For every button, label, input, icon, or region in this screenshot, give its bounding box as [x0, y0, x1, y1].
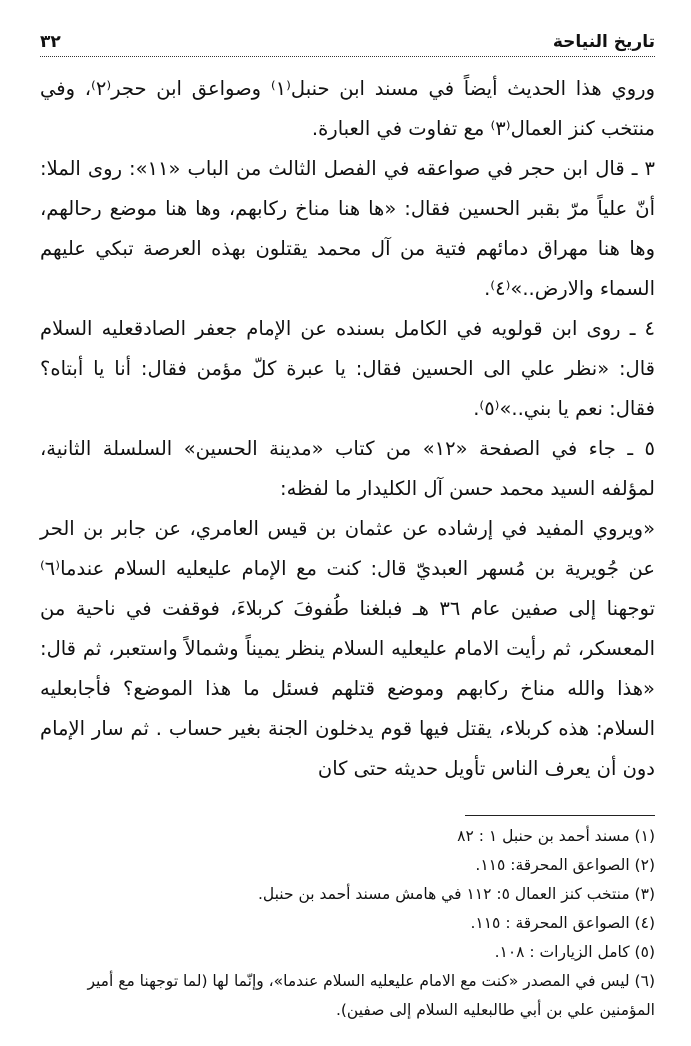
paragraph-4-ibn-qulawayh: ٤ ـ روى ابن قولويه في الكامل بسنده عن الإمام جعفر الصادقعليه السلام قال: «نظر علي الى الحسين فقال: يا عبرة كلّ مؤمن فقال: أنا يا أبتاه؟ فقال: نعم يا بني..»⁽٥⁾.	[40, 317, 655, 420]
paragraph-quotation-mufid: «ويروي المفيد في إرشاده عن عثمان بن قيس العامري، عن جابر بن الحر عن جُويرية بن مُسهر العبديّ قال: كنت مع الإمام عليعليه السلام عندما⁽٦⁾ توجهنا إلى صفين عام ٣٦ هـ فبلغنا طُفوفَ كربلاءَ، فوقفت في ناحية من المعسكر، ثم رأيت الامام عليعليه السلام ينظر يميناً وشمالاً واستعبر، ثم قال: «هذا والله مناخ ركابهم وموضع قتلهم فسئل ما هذا الموضع؟ فأجابعليه السلام: هذه كربلاء، يقتل فيها قوم يدخلون الجنة بغير حساب . ثم سار الإمام دون أن يعرف الناس تأويل حديثه حتى كان	[40, 517, 656, 780]
page-number: ٣٢	[40, 32, 61, 52]
paragraph-3-ibn-hajar: ٣ ـ قال ابن حجر في صواعقه في الفصل الثالث من الباب «١١»: روى الملا: أنّ علياً مرّ بقبر الحسين فقال: «ها هنا مناخ ركابهم، وها هنا موضع رحالهم، وها هنا مهراق دمائهم فتية من آل محمد يقتلون بهذه العرصة تبكي عليهم السماء والارض..»⁽٤⁾.	[40, 157, 655, 300]
footnote-separator	[465, 815, 655, 816]
footnote-2: (٢) الصواعق المحرقة: ١١٥.	[475, 856, 655, 874]
footnote-3: (٣) منتخب كنز العمال ٥: ١١٢ في هامش مسند أحمد بن حنبل.	[257, 885, 655, 903]
footnote-5: (٥) كامل الزيارات : ١٠٨.	[494, 943, 655, 961]
running-header	[40, 30, 655, 57]
paragraph-hadith-sources: وروي هذا الحديث أيضاً في مسند ابن حنبل⁽١⁾ وصواعق ابن حجر⁽٢⁾، وفي منتخب كنز العمال⁽٣⁾ مع تفاوت في العبارة.	[40, 77, 655, 140]
footnotes	[40, 822, 655, 1025]
footnote-4: (٤) الصواعق المحرقة : ١١٥.	[470, 914, 655, 932]
footnote-1: (١) مسند أحمد بن حنبل ١ : ٨٢	[457, 827, 655, 845]
paragraph-5-madinat-al-husayn: ٥ ـ جاء في الصفحة «١٢» من كتاب «مدينة الحسين» السلسلة الثانية، لمؤلفه السيد محمد حسن آل الكليدار ما لفظه:	[40, 437, 655, 500]
main-text	[40, 69, 655, 789]
book-title: تاريخ النياحة	[552, 32, 655, 52]
footnote-6: (٦) ليس في المصدر «كنت مع الامام عليعليه السلام عندما»، وإنّما لها (لما توجهنا مع أمير المؤمنين علي بن أبي طالبعليه السلام إلى صفين).	[87, 972, 655, 1019]
